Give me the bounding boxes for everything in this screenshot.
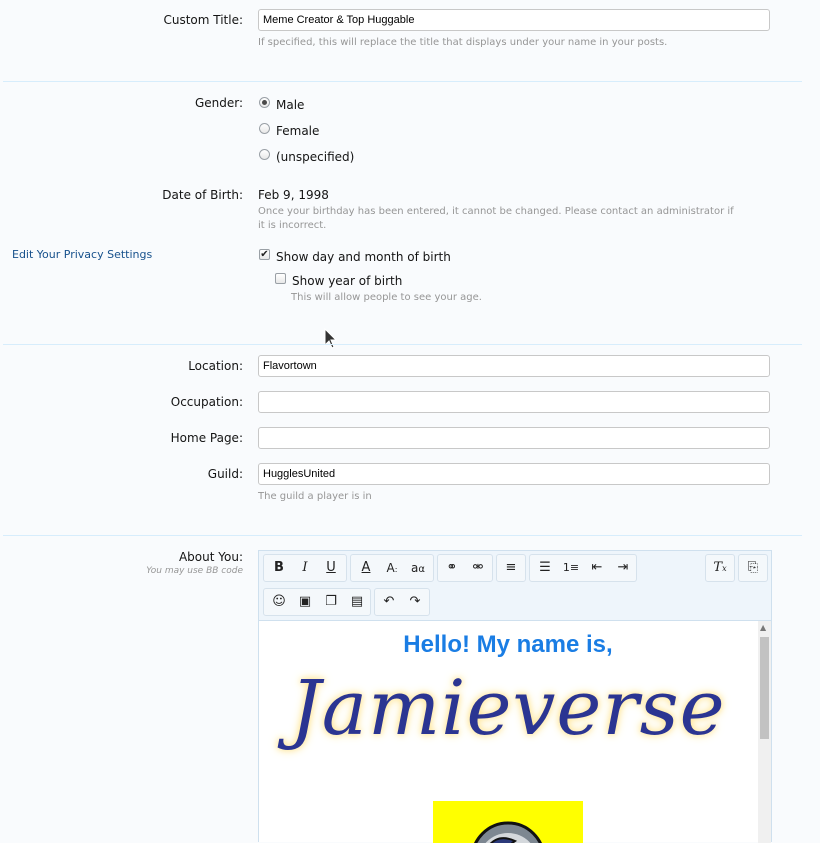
occupation-input[interactable]: [258, 391, 770, 413]
custom-title-hint: If specified, this will replace the title that displays under your name in your posts.: [258, 37, 668, 48]
bullet-list-icon[interactable]: ☰: [539, 560, 551, 575]
text-color-icon[interactable]: A: [361, 560, 371, 575]
custom-title-input[interactable]: Meme Creator & Top Huggable: [258, 9, 770, 31]
numbered-list-icon[interactable]: 1≡: [562, 561, 580, 574]
unlink-icon[interactable]: ⚮: [472, 560, 484, 575]
scroll-up-icon[interactable]: ▲: [760, 623, 767, 632]
outdent-icon[interactable]: ⇤: [591, 560, 603, 575]
font-size-icon[interactable]: A:: [386, 561, 398, 575]
undo-icon[interactable]: ↶: [383, 594, 395, 609]
show-year-hint: This will allow people to see your age.: [291, 292, 482, 303]
gender-female-radio[interactable]: [259, 123, 270, 134]
media-icon[interactable]: ❐: [325, 594, 337, 609]
font-family-icon[interactable]: aα: [411, 561, 425, 575]
dob-hint: Once your birthday has been entered, it cannot be changed. Please contact an administrator if it is incorrect.: [258, 206, 734, 231]
align-left-icon[interactable]: ≡: [505, 560, 517, 575]
link-group: [437, 554, 493, 582]
italic-icon[interactable]: I: [302, 560, 308, 575]
section-divider: [3, 344, 802, 345]
link-icon[interactable]: ⚭: [446, 560, 458, 575]
gender-unspecified-radio[interactable]: [259, 149, 270, 160]
avatar-image: [433, 801, 583, 843]
insert-more-icon[interactable]: ▤: [350, 594, 364, 609]
show-day-month-checkbox[interactable]: ✔: [260, 249, 269, 260]
align-group: [496, 554, 526, 582]
redo-icon[interactable]: ↷: [409, 594, 421, 609]
about-label: About You:: [178, 550, 243, 564]
about-sublabel: You may use BB code: [146, 566, 243, 576]
section-divider: [3, 535, 802, 536]
editor-content[interactable]: [259, 621, 757, 843]
history-group: [374, 588, 430, 616]
editor-toolbar: [259, 551, 771, 621]
guild-hint: The guild a player is in: [258, 491, 372, 502]
show-year-checkbox[interactable]: [275, 273, 286, 284]
show-year-label[interactable]: Show year of birth: [292, 274, 403, 288]
occupation-label: Occupation:: [170, 395, 243, 409]
gender-male-radio[interactable]: [259, 97, 270, 108]
editor-scrollbar[interactable]: [758, 621, 771, 843]
custom-title-label: Custom Title:: [163, 13, 243, 27]
source-group: [738, 554, 768, 582]
location-label: Location:: [188, 359, 243, 373]
guild-label: Guild:: [207, 467, 243, 481]
scroll-thumb[interactable]: [760, 637, 769, 739]
smilie-icon[interactable]: ☺: [272, 594, 286, 609]
gender-unspecified-label[interactable]: (unspecified): [276, 150, 355, 164]
dob-value: Feb 9, 1998: [258, 188, 329, 202]
gender-female-label[interactable]: Female: [276, 124, 320, 138]
edit-privacy-settings-link[interactable]: Edit Your Privacy Settings: [12, 248, 153, 261]
list-group: [529, 554, 637, 582]
image-icon[interactable]: ▣: [298, 594, 312, 609]
about-editor[interactable]: [258, 550, 772, 842]
show-day-month-label[interactable]: Show day and month of birth: [276, 250, 451, 264]
font-group: [350, 554, 434, 582]
location-input[interactable]: Flavortown: [258, 355, 770, 377]
clear-format-group: [705, 554, 735, 582]
remove-format-icon[interactable]: Tx: [713, 560, 727, 575]
homepage-label: Home Page:: [170, 431, 243, 445]
dob-label: Date of Birth:: [162, 188, 243, 202]
toggle-source-icon[interactable]: ⎘: [747, 560, 759, 575]
section-divider: [3, 81, 802, 82]
homepage-input[interactable]: [258, 427, 770, 449]
avatar-character-icon: [433, 801, 583, 843]
signature-image: Jamieverse: [290, 663, 726, 752]
bold-icon[interactable]: B: [274, 560, 284, 575]
underline-icon[interactable]: U: [326, 560, 336, 575]
guild-input[interactable]: HugglesUnited: [258, 463, 770, 485]
indent-icon[interactable]: ⇥: [617, 560, 629, 575]
content-heading: Hello! My name is,: [403, 631, 613, 658]
gender-male-label[interactable]: Male: [276, 98, 305, 112]
mouse-cursor-icon: [324, 328, 338, 350]
gender-label: Gender:: [194, 96, 243, 110]
format-group: [263, 554, 347, 582]
insert-group: [263, 588, 371, 616]
